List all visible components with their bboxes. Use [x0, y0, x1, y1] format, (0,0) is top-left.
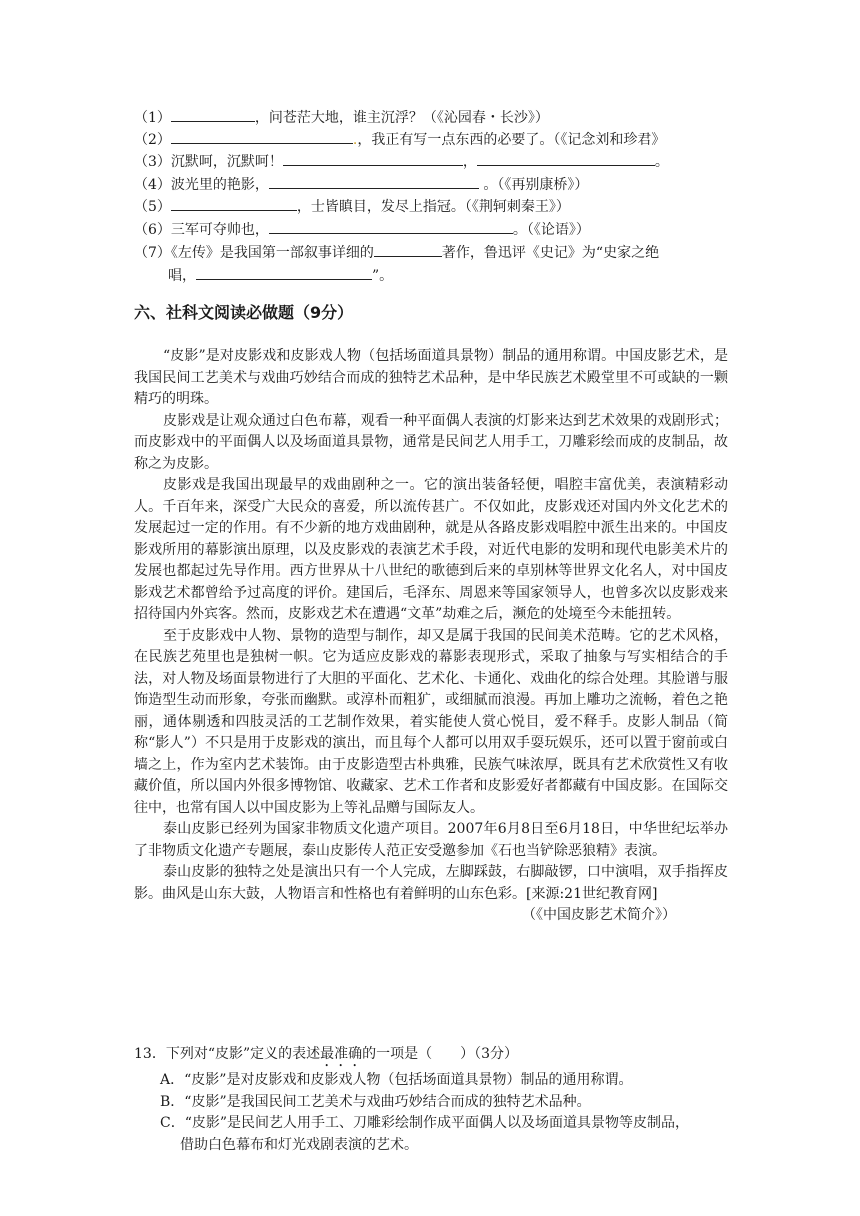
answer-blank[interactable] — [269, 218, 513, 234]
option-text: “皮影”是民间艺人用手工、刀雕彩绘制作成平面偶人以及场面道具景物等皮制品， — [184, 1115, 690, 1131]
option-a[interactable] — [160, 1070, 754, 1092]
fill-item-6 — [134, 218, 590, 241]
item-text: ， — [462, 154, 477, 170]
item-text: ，我正有写一点东西的必要了。（《记念刘和珍君》 — [357, 132, 666, 148]
article-paragraph: “皮影”是对皮影戏和皮影戏人物（包括场面道具景物）制品的通用称谓。中国皮影艺术，是我国民间工艺美术与戏曲巧妙结合而成的独特艺术品种，是中华民族艺术殿堂里不可或缺的一颗精巧的明珠。 — [134, 348, 728, 407]
stem-text: 13．下列对“皮影”定义的表述 — [134, 1046, 321, 1062]
article-paragraph: 皮影戏是让观众通过白色布幕，观看一种平面偶人表演的灯影来达到艺术效果的戏剧形式；而皮影戏中的平面偶人以及场面道具景物，通常是民间艺人用手工，刀雕彩绘而成的皮制品，故称之为皮影。 — [134, 412, 728, 472]
item-text: ”。 — [372, 268, 394, 284]
fill-item-4 — [134, 173, 588, 196]
article-body — [134, 346, 728, 927]
item-text: 。（《再别康桥》） — [478, 177, 589, 193]
answer-blank[interactable] — [171, 106, 255, 122]
article-paragraph: 泰山皮影已经列为国家非物质文化遗产项目。2007年6月8日至6月18日，中华世纪坛举办了非物质文化遗产专题展，泰山皮影传人范正安受邀参加《石也当铲除恶狼精》表演。 — [134, 821, 728, 859]
item-text: 沉默呵，沉默呵！ — [170, 154, 283, 170]
article-paragraph: 皮影戏是我国出现最早的戏曲剧种之一。它的演出装备轻便，唱腔丰富优美，表演精彩动人。千百年来，深受广大民众的喜爱，所以流传甚广。不仅如此，皮影戏还对国内外文化艺术的发展起过一定的作用。有不少新的地方戏曲剧种，就是从各路皮影戏唱腔中派生出来的。中国皮影戏所用的幕影演出原理，以及皮影戏的表演艺术手段，对近代电影的发明和现代电影美术片的发展也都起过先导作用。西方世界从十八世纪的歌德到后来的卓别林等世界文化名人，对中国皮影戏艺术都曾给予过高度的评价。建国后，毛泽东、周恩来等国家领导人，也曾多次以皮影戏来招待国内外宾客。然而，皮影戏艺术在遭遇“文革”劫难之后，濒危的处境至今未能扭转。 — [134, 477, 728, 622]
article-source: （《中国皮影艺术简介》） — [522, 907, 676, 923]
item-text: 唱， — [168, 268, 196, 284]
fill-item-7-line2 — [168, 264, 393, 287]
answer-blank[interactable] — [374, 241, 442, 257]
item-number: （3） — [134, 154, 171, 170]
item-text: ，问苍茫大地，谁主沉浮？（《沁园春・长沙》） — [254, 110, 549, 126]
option-label: A． — [160, 1072, 185, 1088]
item-text: 《左传》是我国第一部叙事详细的 — [170, 245, 374, 261]
fill-item-7 — [134, 241, 659, 264]
article-paragraph: 泰山皮影的独特之处是演出只有一个人完成，左脚踩鼓，右脚敲锣，口中演唱，双手指挥皮影。曲风是山东大鼓，人物语言和性格也有着鲜明的山东色彩。[来源:21世纪教育网] — [134, 864, 728, 902]
answer-blank[interactable] — [477, 150, 655, 166]
answer-blank[interactable] — [269, 173, 479, 189]
option-c-continued: 借助白色幕布和灯光戏剧表演的艺术。 — [180, 1136, 418, 1153]
item-text: 波光里的艳影， — [170, 177, 269, 193]
item-number: （2） — [134, 132, 171, 148]
option-text: “皮影”是我国民间工艺美术与戏曲巧妙结合而成的独特艺术品种。 — [184, 1093, 591, 1110]
item-text: 。 — [654, 154, 669, 170]
question-13 — [134, 1044, 754, 1156]
question-stem — [134, 1044, 754, 1070]
answer-blank[interactable] — [283, 150, 463, 166]
stem-emphasis: 最准确 — [320, 1046, 363, 1062]
stem-text: 的一项是（ ）（3分） — [362, 1046, 519, 1062]
item-text: 三军可夺帅也， — [170, 222, 269, 238]
answer-blank[interactable] — [171, 128, 353, 144]
item-number: （5） — [134, 199, 171, 215]
fill-item-5 — [134, 195, 570, 218]
item-text: ，士皆瞋目，发尽上指冠。（《荆轲刺秦王》） — [296, 199, 570, 215]
answer-blank[interactable] — [171, 195, 297, 211]
option-text: “皮影”是对皮影戏和皮影戏人物（包括场面道具景物）制品的通用称谓。 — [184, 1072, 633, 1088]
option-label: B． — [160, 1093, 185, 1110]
item-number: （4） — [134, 177, 171, 193]
dot-mark: . — [352, 132, 358, 148]
item-number: （1） — [134, 110, 171, 126]
item-number: （7） — [134, 245, 171, 261]
fill-item-2 — [134, 128, 665, 151]
option-b[interactable] — [160, 1092, 754, 1114]
item-text: 。（《论语》） — [512, 222, 590, 238]
item-number: （6） — [134, 222, 171, 238]
answer-blank[interactable] — [196, 264, 372, 280]
section-title: 六、社科文阅读必做题（9分） — [134, 303, 354, 322]
fill-item-3 — [134, 150, 669, 173]
fill-item-1 — [134, 106, 549, 129]
option-label: C． — [160, 1115, 185, 1131]
option-c[interactable] — [160, 1113, 754, 1135]
item-text: 著作，鲁迅评《史记》为“史家之绝 — [441, 245, 660, 261]
article-paragraph: 至于皮影戏中人物、景物的造型与制作，却又是属于我国的民间美术范畴。它的艺术风格，在民族艺苑里也是独树一帜。它为适应皮影戏的幕影表现形式，采取了抽象与写实相结合的手法，对人物及场面景物进行了大胆的平面化、艺术化、卡通化、戏曲化的综合处理。其脸谱与服饰造型生动而形象，夸张而幽默。或淳朴而粗犷，或细腻而浪漫。再加上雕功之流畅，着色之艳丽，通体剔透和四肢灵活的工艺制作效果，着实能使人赏心悦目，爱不释手。皮影人制品（简称“影人”）不只是用于皮影戏的演出，而且每个人都可以用双手耍玩娱乐，还可以置于窗前或白墙之上，作为室内艺术装饰。由于皮影造型古朴典雅，民族气味浓厚，既具有艺术欣赏性又有收藏价值，所以国内外很多博物馆、收藏家、艺术工作者和皮影爱好者都藏有中国皮影。在国际交往中，也常有国人以中国皮影为上等礼品赠与国际友人。 — [134, 627, 728, 816]
